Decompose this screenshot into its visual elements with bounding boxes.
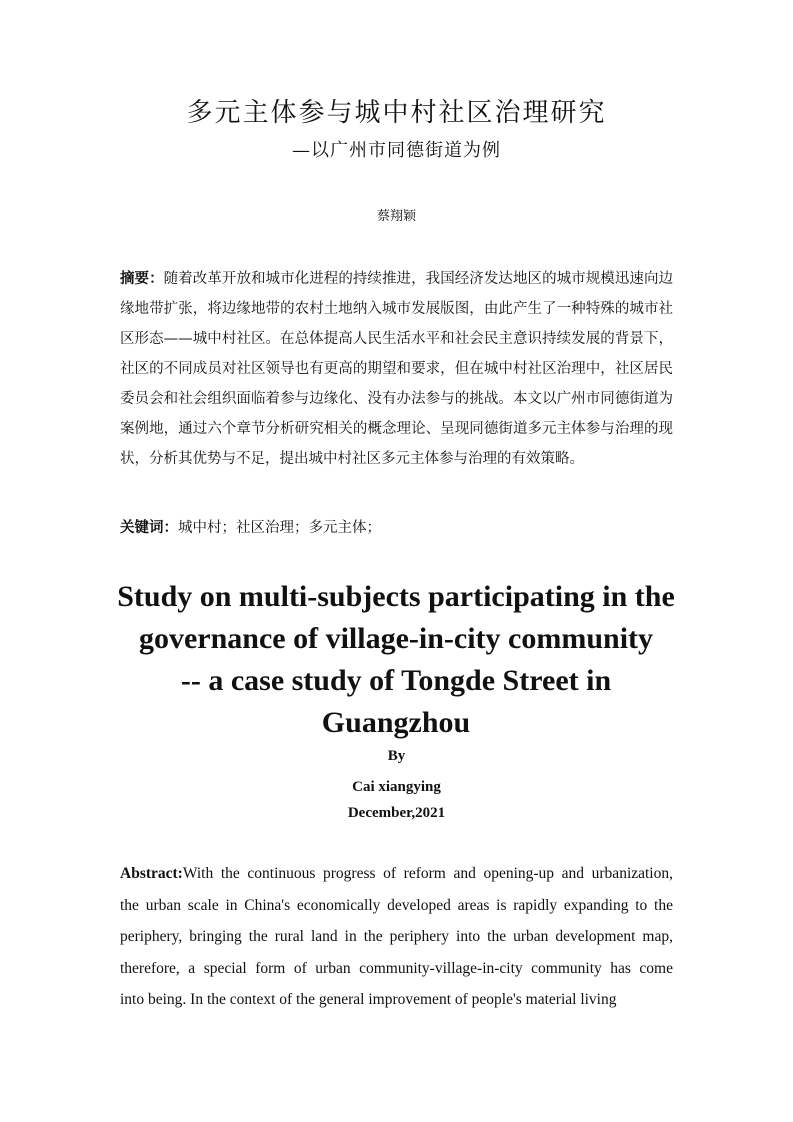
english-by-label: By (387, 748, 406, 764)
english-abstract-line: the urban scale in China's economically developed areas is rapidly expanding to the (120, 896, 673, 914)
chinese-keywords-text: 城中村；社区治理；多元主体； (178, 520, 381, 536)
english-title-line: Study on multi-subjects participating in the (117, 580, 675, 613)
chinese-keywords (120, 514, 673, 542)
english-abstract-line: therefore, a special form of urban community-village-in-city community has come (120, 959, 673, 977)
chinese-title: 多元主体参与城中村社区治理研究 (186, 98, 607, 128)
english-abstract-line (120, 858, 673, 890)
english-abstract-label: Abstract: (120, 865, 183, 882)
chinese-subtitle: —以广州市同德街道为例 (292, 140, 501, 161)
english-title-line: governance of village-in-city community (138, 622, 654, 655)
english-abstract-text: With the continuous progress of reform and opening-up and urbanization, (182, 865, 673, 882)
english-title-line: Guangzhou (321, 706, 471, 739)
chinese-abstract (120, 264, 673, 474)
english-author: Cai xiangying (352, 779, 441, 795)
english-title-line: -- a case study of Tongde Street in (180, 664, 612, 697)
english-date: December,2021 (347, 805, 446, 821)
english-abstract (120, 858, 673, 1016)
english-abstract-line: periphery, bringing the rural land in the periphery into the urban development map, (120, 928, 673, 945)
chinese-abstract-text: 随着改革开放和城市化进程的持续推进，我国经济发达地区的城市规模迅速向边缘地带扩张，将边缘地带的农村土地纳入城市发展版图，由此产生了一种特殊的城市社区形态——城中村社区。在总体提高人民生活水平和社会民主意识持续发展的背景下，社区的不同成员对社区领导也有更高的期望和要求，但在城中村社区治理中，社区居民委员会和社会组织面临着参与边缘化、没有办法参与的挑战。本文以广州市同德街道为案例地，通过六个章节分析研究相关的概念理论、呈现同德街道多元主体参与治理的现状，分析其优势与不足，提出城中村社区多元主体参与治理的有效策略。 (120, 271, 674, 467)
english-title (96, 576, 696, 744)
chinese-abstract-label: 摘要： (120, 270, 164, 287)
chinese-author: 蔡翔颖 (376, 209, 416, 224)
english-abstract-line: into being. In the context of the general improvement of people's material living (120, 991, 617, 1008)
chinese-keywords-label: 关键词： (120, 519, 178, 536)
